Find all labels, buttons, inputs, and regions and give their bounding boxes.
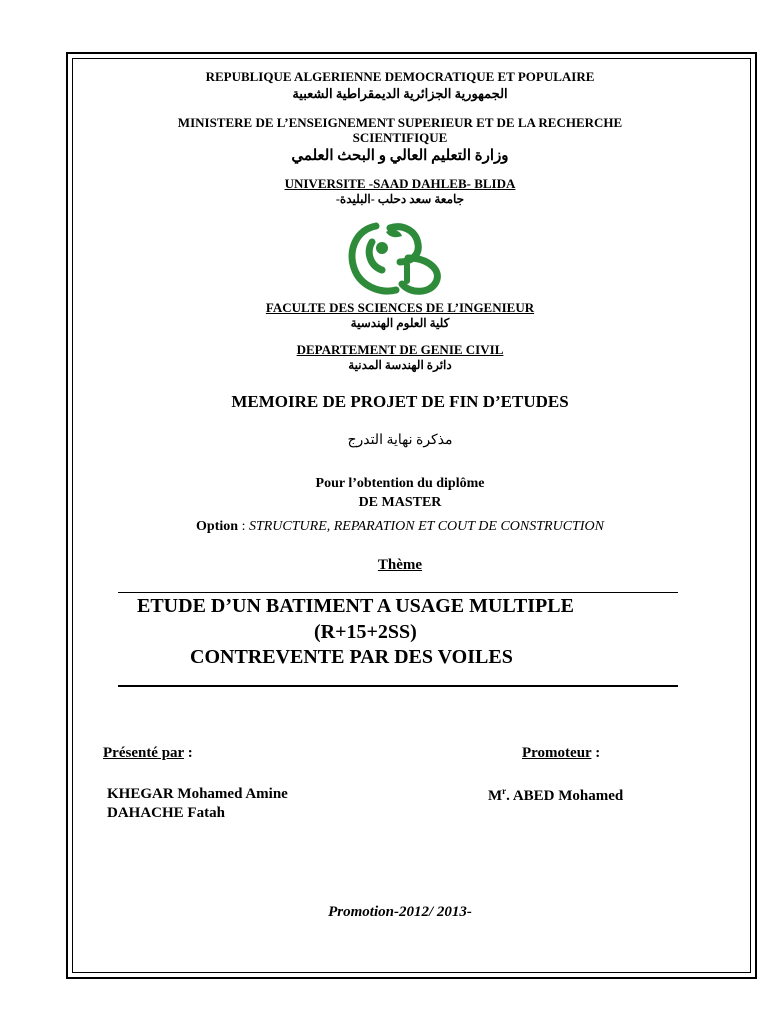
presented-by-heading <box>103 745 193 762</box>
theme-title-line1: ETUDE D’UN BATIMENT A USAGE MULTIPLE <box>137 595 574 617</box>
diploma-line2: DE MASTER <box>358 495 442 510</box>
theme-bottom-rule <box>118 685 678 687</box>
university-name-ar: جامعة سعد دحلب -البليدة- <box>335 192 465 206</box>
memoire-title-fr: MEMOIRE DE PROJET DE FIN D’ETUDES <box>231 392 569 411</box>
presented-by-label: Présenté par <box>103 745 184 761</box>
author-name: DAHACHE Fatah <box>107 805 225 821</box>
faculty-name-ar: كلية العلوم الهندسية <box>350 316 450 330</box>
ministry-title-fr-line2: SCIENTIFIQUE <box>352 130 448 145</box>
department-name-fr: DEPARTEMENT DE GENIE CIVIL <box>296 342 504 357</box>
presented-by-colon: : <box>183 745 193 761</box>
option-value: STRUCTURE, REPARATION ET COUT DE CONSTRUCTION <box>248 519 604 534</box>
promoter-label: Promoteur <box>522 745 592 761</box>
diploma-line1: Pour l’obtention du diplôme <box>315 476 485 491</box>
theme-top-rule <box>118 592 678 593</box>
theme-label: Thème <box>377 557 423 573</box>
option-line <box>90 519 710 535</box>
memoire-title-ar: مذكرة نهاية التدرج <box>347 433 453 448</box>
option-separator: : <box>238 519 249 534</box>
ministry-title-fr-line1: MINISTERE DE L’ENSEIGNEMENT SUPERIEUR ET DE LA RECHERCHE <box>177 115 623 130</box>
promotion-year: Promotion-2012/ 2013- <box>328 904 472 920</box>
university-logo-icon <box>346 218 448 296</box>
faculty-name-fr: FACULTE DES SCIENCES DE L’INGENIEUR <box>265 300 535 315</box>
theme-title-line3: CONTREVENTE PAR DES VOILES <box>190 646 513 668</box>
department-name-ar: دائرة الهندسة المدنية <box>348 358 452 372</box>
ministry-title-ar: وزارة التعليم العالي و البحث العلمي <box>291 148 509 164</box>
theme-title-line2: (R+15+2SS) <box>314 621 417 643</box>
author-name: KHEGAR Mohamed Amine <box>107 786 288 802</box>
republic-title-ar: الجمهورية الجزائرية الديمقراطية الشعبية <box>292 86 508 101</box>
university-name-fr: UNIVERSITE -SAAD DAHLEB- BLIDA <box>284 176 516 191</box>
promoter-title: M <box>488 788 503 804</box>
republic-title-fr: REPUBLIQUE ALGERIENNE DEMOCRATIQUE ET POPULAIRE <box>205 69 595 84</box>
promoter-name-text: . ABED Mohamed <box>506 788 624 804</box>
promoter-name <box>488 786 623 805</box>
promoter-heading <box>522 745 600 762</box>
option-label: Option <box>196 519 239 534</box>
promoter-title-sup: r <box>502 786 507 796</box>
promoter-colon: : <box>591 745 601 761</box>
